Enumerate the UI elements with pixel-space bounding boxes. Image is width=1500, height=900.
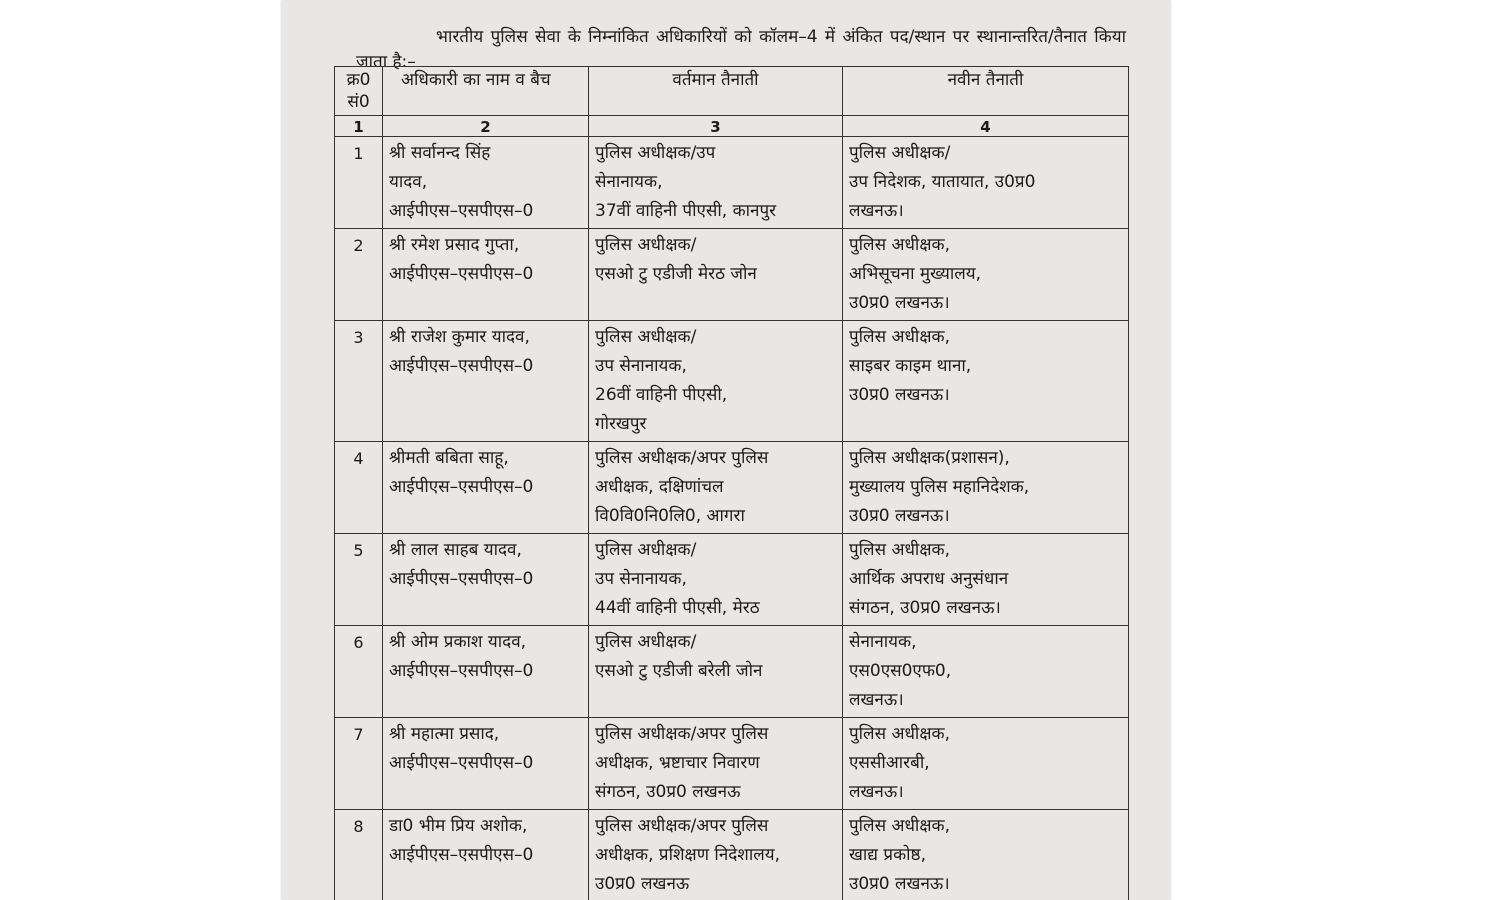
- cell-line: आईपीएस–एसपीएस–0: [389, 264, 534, 284]
- cell-line: यादव,: [389, 172, 428, 192]
- table-row: [335, 442, 1129, 534]
- cell-line: पुलिस अधीक्षक/अपर पुलिस: [595, 448, 769, 468]
- current-posting-cell: [589, 718, 843, 810]
- cell-line: उप निदेशक, यातायात, उ0प्र0: [849, 172, 1036, 192]
- cell-line: उ0प्र0 लखनऊ।: [849, 874, 950, 894]
- cell-line: अभिसूचना मुख्यालय,: [849, 264, 982, 284]
- cell-line: पुलिस अधीक्षक/अपर पुलिस: [595, 724, 769, 744]
- new-posting-cell: [843, 442, 1129, 534]
- current-posting-cell: [589, 442, 843, 534]
- header-current-posting: वर्तमान तैनाती: [589, 67, 843, 116]
- new-posting-cell: [843, 534, 1129, 626]
- table-row: [335, 534, 1129, 626]
- cell-line: वि0वि0नि0लि0, आगरा: [595, 506, 745, 526]
- table-row: [335, 718, 1129, 810]
- serial-number: 5: [335, 534, 383, 626]
- cell-line: लखनऊ।: [849, 782, 904, 802]
- column-number: 4: [843, 116, 1129, 137]
- serial-number: 3: [335, 321, 383, 442]
- cell-line: पुलिस अधीक्षक/अपर पुलिस: [595, 816, 769, 836]
- cell-line: पुलिस अधीक्षक/: [595, 540, 697, 560]
- cell-line: उ0प्र0 लखनऊ।: [849, 293, 950, 313]
- cell-line: पुलिस अधीक्षक/: [849, 143, 951, 163]
- new-posting-cell: [843, 321, 1129, 442]
- serial-number: 1: [335, 137, 383, 229]
- new-posting-cell: [843, 137, 1129, 229]
- serial-number: 2: [335, 229, 383, 321]
- cell-line: अधीक्षक, प्रशिक्षण निदेशालय,: [595, 845, 781, 865]
- cell-line: पुलिस अधीक्षक,: [849, 235, 950, 255]
- header-serial: क्र0 सं0: [335, 67, 383, 116]
- cell-line: श्री सर्वानन्द सिंह: [389, 143, 491, 163]
- cell-line: उ0प्र0 लखनऊ: [595, 874, 690, 894]
- officer-name-cell: [383, 810, 589, 900]
- column-number: 2: [383, 116, 589, 137]
- cell-line: साइबर काइम थाना,: [849, 356, 972, 376]
- cell-line: श्री रमेश प्रसाद गुप्ता,: [389, 235, 520, 255]
- cell-line: एससीआरबी,: [849, 753, 930, 773]
- serial-number: 4: [335, 442, 383, 534]
- cell-line: सेनानायक,: [595, 172, 663, 192]
- serial-number: 8: [335, 810, 383, 900]
- transfer-table: [334, 66, 1129, 900]
- cell-line: खाद्य प्रकोष्ठ,: [849, 845, 926, 865]
- cell-line: श्री राजेश कुमार यादव,: [389, 327, 530, 347]
- cell-line: अधीक्षक, दक्षिणांचल: [595, 477, 724, 497]
- document-page: [282, 0, 1170, 900]
- officer-name-cell: [383, 442, 589, 534]
- cell-line: संगठन, उ0प्र0 लखनऊ।: [849, 598, 1001, 618]
- officer-name-cell: [383, 534, 589, 626]
- cell-line: आईपीएस–एसपीएस–0: [389, 201, 534, 221]
- current-posting-cell: [589, 137, 843, 229]
- cell-line: संगठन, उ0प्र0 लखनऊ: [595, 782, 741, 802]
- officer-name-cell: [383, 626, 589, 718]
- officer-name-cell: [383, 229, 589, 321]
- table-row: [335, 229, 1129, 321]
- serial-number: 6: [335, 626, 383, 718]
- cell-line: एसओ टु एडीजी मेरठ जोन: [595, 264, 757, 284]
- cell-line: एस0एस0एफ0,: [849, 661, 952, 681]
- current-posting-cell: [589, 626, 843, 718]
- cell-line: उ0प्र0 लखनऊ।: [849, 385, 950, 405]
- header-new-posting: नवीन तैनाती: [843, 67, 1129, 116]
- cell-line: पुलिस अधीक्षक/: [595, 235, 697, 255]
- cell-line: 37वीं वाहिनी पीएसी, कानपुर: [595, 201, 777, 221]
- cell-line: श्री ओम प्रकाश यादव,: [389, 632, 527, 652]
- table-row: [335, 321, 1129, 442]
- cell-line: सेनानायक,: [849, 632, 917, 652]
- cell-line: पुलिस अधीक्षक/: [595, 632, 697, 652]
- column-number: 3: [589, 116, 843, 137]
- officer-name-cell: [383, 718, 589, 810]
- cell-line: आईपीएस–एसपीएस–0: [389, 753, 534, 773]
- current-posting-cell: [589, 810, 843, 900]
- cell-line: उ0प्र0 लखनऊ।: [849, 506, 950, 526]
- officer-name-cell: [383, 321, 589, 442]
- cell-line: आईपीएस–एसपीएस–0: [389, 356, 534, 376]
- cell-line: पुलिस अधीक्षक,: [849, 724, 950, 744]
- cell-line: पुलिस अधीक्षक,: [849, 816, 950, 836]
- cell-line: पुलिस अधीक्षक,: [849, 540, 950, 560]
- serial-number: 7: [335, 718, 383, 810]
- new-posting-cell: [843, 810, 1129, 900]
- cell-line: गोरखपुर: [595, 414, 647, 434]
- cell-line: श्री महात्मा प्रसाद,: [389, 724, 500, 744]
- header-name: अधिकारी का नाम व बैच: [383, 67, 589, 116]
- cell-line: अधीक्षक, भ्रष्टाचार निवारण: [595, 753, 760, 773]
- current-posting-cell: [589, 229, 843, 321]
- cell-line: आईपीएस–एसपीएस–0: [389, 477, 534, 497]
- cell-line: लखनऊ।: [849, 201, 904, 221]
- table-row: [335, 626, 1129, 718]
- cell-line: डा0 भीम प्रिय अशोक,: [389, 816, 528, 836]
- cell-line: मुख्यालय पुलिस महानिदेशक,: [849, 477, 1030, 497]
- cell-line: एसओ टु एडीजी बरेली जोन: [595, 661, 763, 681]
- cell-line: पुलिस अधीक्षक(प्रशासन),: [849, 448, 1010, 468]
- table-row: [335, 137, 1129, 229]
- cell-line: आईपीएस–एसपीएस–0: [389, 845, 534, 865]
- cell-line: पुलिस अधीक्षक/: [595, 327, 697, 347]
- cell-line: पुलिस अधीक्षक,: [849, 327, 950, 347]
- new-posting-cell: [843, 229, 1129, 321]
- cell-line: 44वीं वाहिनी पीएसी, मेरठ: [595, 598, 760, 618]
- cell-line: आईपीएस–एसपीएस–0: [389, 569, 534, 589]
- table-body: [335, 137, 1129, 900]
- column-number: 1: [335, 116, 383, 137]
- header-row: [335, 67, 1129, 116]
- table-row: [335, 810, 1129, 900]
- cell-line: पुलिस अधीक्षक/उप: [595, 143, 716, 163]
- new-posting-cell: [843, 626, 1129, 718]
- cell-line: उप सेनानायक,: [595, 356, 687, 376]
- cell-line: 26वीं वाहिनी पीएसी,: [595, 385, 728, 405]
- cell-line: आर्थिक अपराध अनुसंधान: [849, 569, 1009, 589]
- cell-line: लखनऊ।: [849, 690, 904, 710]
- current-posting-cell: [589, 321, 843, 442]
- current-posting-cell: [589, 534, 843, 626]
- cell-line: श्री लाल साहब यादव,: [389, 540, 522, 560]
- officer-name-cell: [383, 137, 589, 229]
- column-number-row: [335, 116, 1129, 137]
- cell-line: उप सेनानायक,: [595, 569, 687, 589]
- cell-line: श्रीमती बबिता साहू,: [389, 448, 509, 468]
- cell-line: आईपीएस–एसपीएस–0: [389, 661, 534, 681]
- new-posting-cell: [843, 718, 1129, 810]
- intro-paragraph: भारतीय पुलिस सेवा के निम्नांकित अधिकारियों को कॉलम–4 में अंकित पद/स्थान पर स्थानान्तरित/तैनात किया जाता है:–: [356, 27, 1126, 72]
